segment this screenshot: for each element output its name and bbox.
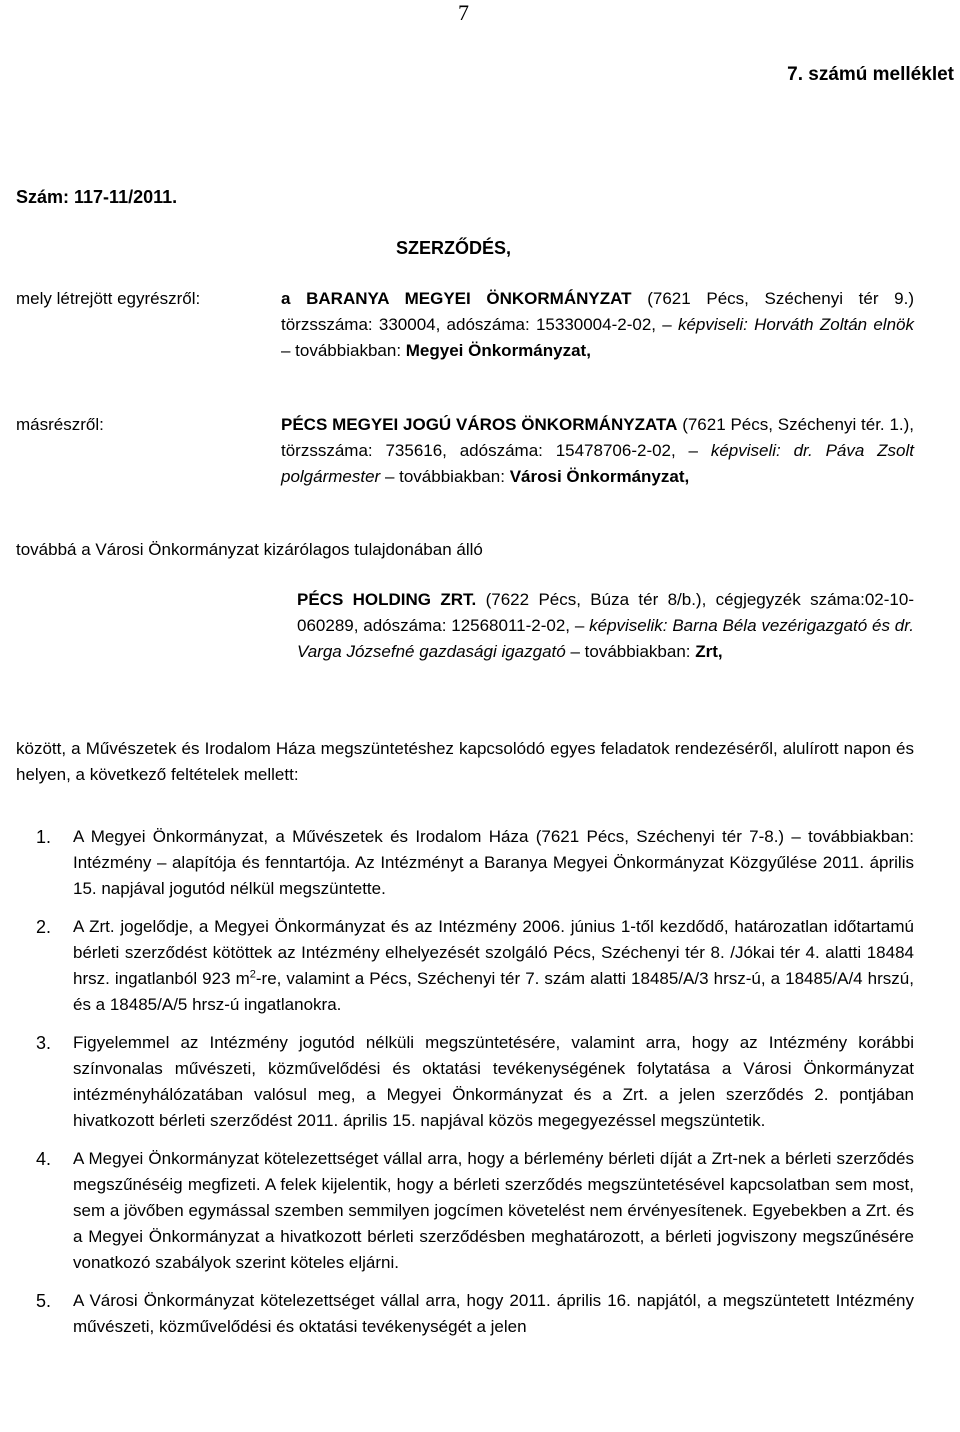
party-3-hereafter: – továbbiakban: — [565, 642, 696, 661]
party-2-details — [281, 412, 914, 490]
preamble: között, a Művészetek és Irodalom Háza megszüntetéshez kapcsolódó egyes feladatok rendezéséről, alulírott napon és helyen, a következő feltételek mellett: — [16, 739, 914, 784]
document-title: SZERZŐDÉS, — [396, 238, 512, 258]
clause-item — [36, 1288, 914, 1340]
party-2-short-name: Városi Önkormányzat, — [509, 467, 690, 486]
party-3-short-name: Zrt, — [695, 642, 723, 661]
party-1-role: mely létrejött egyrészről: — [16, 289, 201, 308]
clause-text — [73, 914, 914, 1018]
page-number: 7 — [458, 0, 469, 25]
party-2 — [16, 412, 914, 490]
clause-item — [36, 1030, 914, 1134]
party-2-hereafter: – továbbiakban: — [380, 467, 510, 486]
clause-number: 5. — [36, 1291, 52, 1311]
party-2-role: másrészről: — [16, 415, 104, 434]
party-3-name: PÉCS HOLDING ZRT. — [297, 590, 477, 609]
party-1-details — [281, 286, 914, 364]
clause-number: 3. — [36, 1033, 52, 1053]
party-2-address: (7621 Pécs, Széchenyi tér. 1.), törzsszáma: 735616, adószáma: 15478706-2-02, – — [281, 415, 915, 460]
party-3-representative: képviselik: Barna Béla vezérigazgató és dr. Varga Józsefné gazdasági igazgató — [297, 616, 914, 661]
party-1-name: a BARANYA MEGYEI ÖNKORMÁNYZAT — [281, 289, 632, 308]
clause-item — [36, 824, 914, 902]
party-2-name: PÉCS MEGYEI JOGÚ VÁROS ÖNKORMÁNYZATA — [281, 415, 678, 434]
clause-text: A Megyei Önkormányzat, a Művészetek és Irodalom Háza (7621 Pécs, Széchenyi tér 7-8.) – továbbiakban: Intézmény – alapítója és fenntartója. Az Intézményt a Baranya Megyei Önkormányzat Közgyűlése 2011. április 15. napjával jogutód nélkül megszüntette. — [73, 827, 914, 898]
clause-item — [36, 914, 914, 1018]
clause-text-part: -re, valamint a Pécs, Széchenyi tér 7. szám alatti 18485/A/3 hrsz-ú, a 18485/A/4 hrszú, és a 18485/A/5 hrsz-ú ingatlanokra. — [73, 969, 914, 1014]
document-number: Szám: 117-11/2011. — [16, 187, 178, 207]
party-1-representative: képviseli: Horváth Zoltán elnök — [677, 315, 914, 334]
clause-text-part: A Zrt. jogelődje, a Megyei Önkormányzat és az Intézmény 2006. június 1-től kezdődő, határozatlan időtartamú bérleti szerződést kötöttek az Intézmény elhelyezését szolgáló Pécs, Széchenyi tér 8. /Jókai tér 4. alatti 18484 hrsz. ingatlanból 923 m — [73, 917, 914, 988]
party-1-address: (7621 Pécs, Széchenyi tér 9.) törzsszáma: 330004, adószáma: 15330004-2-02, – — [281, 289, 915, 334]
clause-text: Figyelemmel az Intézmény jogutód nélküli megszüntetésére, valamint arra, hogy az Intézmény korábbi színvonalas művészeti, közművelődési és oktatási tevékenységének folytatása a Városi Önkormányzat intézményhálózatában valósul meg, a Megyei Önkormányzat és a Zrt. a jelen szerződés 2. pontjában hivatkozott bérleti szerződést 2011. április 15. napjával közös megegyezéssel megszüntetik. — [73, 1033, 914, 1130]
clause-text: A Megyei Önkormányzat kötelezettséget vállal arra, hogy a bérlemény bérleti díját a Zrt-nek a bérleti szerződés megszűnéséig megfizeti. A felek kijelentik, hogy a bérleti szerződés megszüntetésével kapcsolatban sem most, sem a jövőben egymással szemben semmilyen jogcímen követelést nem érvényesítenek. Egyebekben a Zrt. és a Megyei Önkormányzat a hivatkozott bérleti szerződésben meghatározott, a bérleti jogviszony megszűnésére vonatkozó szabályok szerint köteles eljárni. — [73, 1149, 914, 1272]
clause-text: A Városi Önkormányzat kötelezettséget vállal arra, hogy 2011. április 16. napjától, a megszüntetett Intézmény művészeti, közművelődési és oktatási tevékenységét a jelen — [73, 1291, 914, 1336]
superscript: 2 — [249, 968, 256, 981]
party-3-address: (7622 Pécs, Búza tér 8/b.), cégjegyzék száma:02-10-060289, adószáma: 12568011-2-02, – — [297, 590, 914, 635]
clause-number: 4. — [36, 1149, 52, 1169]
party-3-details — [297, 587, 914, 665]
clause-number: 1. — [36, 827, 52, 847]
party-1 — [16, 286, 914, 364]
party-2-representative: képviseli: dr. Páva Zsolt polgármester — [281, 441, 914, 486]
annex-label: 7. számú melléklet — [787, 64, 954, 85]
clause-number: 2. — [36, 917, 52, 937]
clause-item — [36, 1146, 914, 1276]
party-1-hereafter: – továbbiakban: — [281, 341, 406, 360]
party-1-short-name: Megyei Önkormányzat, — [405, 341, 591, 360]
party-3-intro: továbbá a Városi Önkormányzat kizárólagos tulajdonában álló — [16, 540, 483, 559]
clause-list — [36, 824, 914, 1352]
